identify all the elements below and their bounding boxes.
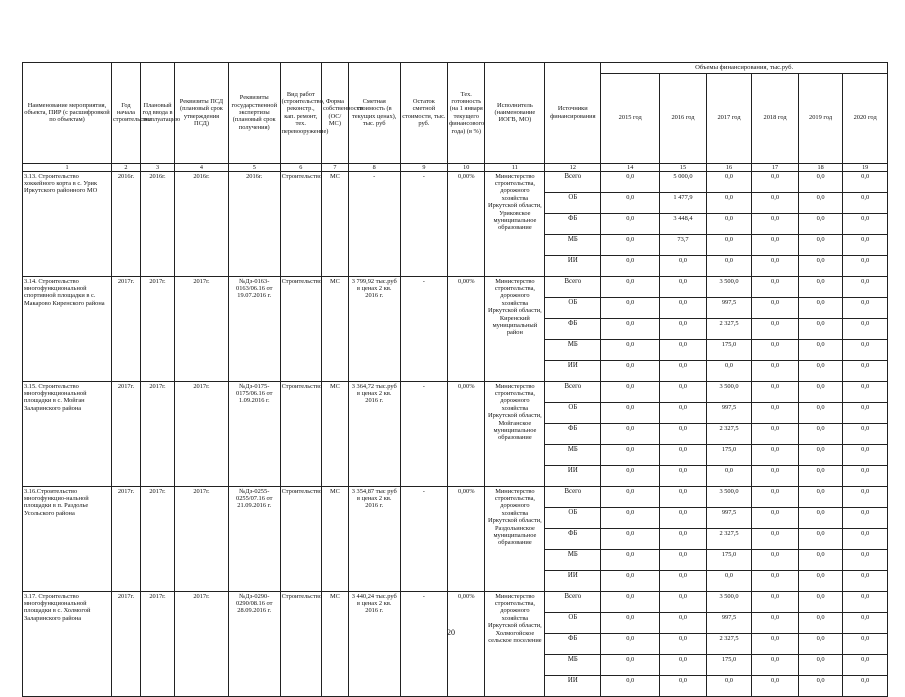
funding-value: 0,0 [752,234,799,255]
object-name: 3.16.Строительство многофункцио-нальной площадки в п. Раздолье Усольского района [23,486,112,591]
funding-value: 997,5 [706,402,752,423]
funding-value: 0,0 [752,612,799,633]
object-row [23,591,888,612]
start-year: 2017г. [111,591,140,696]
funding-source: ФБ [545,423,601,444]
plan-year: 2017г. [140,486,174,591]
funding-value: 0,0 [798,423,842,444]
plan-year: 2017г. [140,591,174,696]
funding-value: 0,0 [706,360,752,381]
funding-value: 0,0 [752,402,799,423]
funding-value: 0,0 [660,465,707,486]
funding-value: 0,0 [601,528,660,549]
column-number: 18 [798,163,842,171]
column-number: 3 [140,163,174,171]
funding-value: 0,0 [752,360,799,381]
funding-value: 0,0 [660,528,707,549]
funding-value: 0,0 [798,675,842,696]
funding-value: 0,0 [843,381,888,402]
funding-value: 0,0 [706,465,752,486]
header-year: 2015 год [601,73,660,163]
psd-details: 2017г. [175,591,229,696]
funding-value: 0,0 [601,465,660,486]
funding-value: 175,0 [706,654,752,675]
header-year: 2019 год [798,73,842,163]
column-number: 19 [843,163,888,171]
funding-value: 0,0 [752,591,799,612]
funding-value: 0,0 [601,486,660,507]
object-name: 3.14. Строительство многофункциональной спортивной площадки в с. Макарово Киренского района [23,276,112,381]
object-row [23,276,888,297]
funding-value: 997,5 [706,297,752,318]
column-number: 7 [321,163,348,171]
funding-value: 0,0 [843,486,888,507]
executor: Министерство строительства, дорожного хозяйства Иркутской области, Киренский муниципальный район [485,276,545,381]
funding-value: 0,0 [843,276,888,297]
funding-value: 175,0 [706,444,752,465]
header-work-type: Вид работ (строительство, реконстр., кап. ремонт, тех. перевооружение) [280,63,321,164]
funding-value: 0,0 [798,633,842,654]
expertise-details: №Дз-0255-0255/07.16 от 21.09.2016 г. [228,486,280,591]
funding-value: 997,5 [706,612,752,633]
readiness: 0,00% [448,171,485,276]
funding-value: 0,0 [798,612,842,633]
funding-value: 0,0 [752,633,799,654]
funding-source: ОБ [545,297,601,318]
column-number: 4 [175,163,229,171]
funding-value: 0,0 [660,339,707,360]
remaining-cost: - [400,276,448,381]
expertise-details: 2016г. [228,171,280,276]
funding-value: 0,0 [601,234,660,255]
funding-value: 0,0 [706,255,752,276]
readiness: 0,00% [448,381,485,486]
readiness: 0,00% [448,276,485,381]
funding-value: 0,0 [843,444,888,465]
column-number: 17 [752,163,799,171]
expertise-details: №Дз-0163-0163/06.16 от 19.07.2016 г. [228,276,280,381]
funding-value: 0,0 [798,549,842,570]
funding-value: 0,0 [752,570,799,591]
funding-value: 0,0 [843,402,888,423]
page-number: 20 [447,628,455,637]
work-type: Строительство [280,381,321,486]
funding-value: 0,0 [843,633,888,654]
funding-source: Всего [545,171,601,192]
funding-value: 0,0 [752,675,799,696]
start-year: 2017г. [111,381,140,486]
funding-value: 0,0 [601,171,660,192]
remaining-cost: - [400,171,448,276]
funding-value: 0,0 [798,591,842,612]
column-number: 14 [601,163,660,171]
object-row [23,171,888,192]
funding-value: 0,0 [601,507,660,528]
table-header [23,63,888,172]
column-number: 5 [228,163,280,171]
funding-value: 0,0 [601,549,660,570]
plan-year: 2017г. [140,276,174,381]
header-financing: Объемы финансирования, тыс.руб. [601,63,888,74]
funding-value: 0,0 [706,192,752,213]
column-number: 1 [23,163,112,171]
work-type: Строительство [280,171,321,276]
column-number: 11 [485,163,545,171]
ownership: МС [321,591,348,696]
expertise-details: №Дз-0290-0290/08.16 от 28.09.2016 г. [228,591,280,696]
remaining-cost: - [400,486,448,591]
expertise-details: №Дз-0175-0175/06.16 от 1.09.2016 г. [228,381,280,486]
funding-value: 0,0 [660,507,707,528]
funding-value: 0,0 [843,465,888,486]
funding-source: Всего [545,591,601,612]
remaining-cost: - [400,591,448,696]
funding-value: 0,0 [752,381,799,402]
column-number: 12 [545,163,601,171]
work-type: Строительство [280,486,321,591]
funding-source: ИИ [545,570,601,591]
funding-value: 0,0 [660,570,707,591]
funding-value: 0,0 [752,255,799,276]
funding-value: 0,0 [660,675,707,696]
ownership: МС [321,276,348,381]
funding-value: 0,0 [843,297,888,318]
funding-value: 0,0 [660,423,707,444]
estimated-cost: 3 354,87 тыс руб в ценах 2 кв. 2016 г. [348,486,400,591]
funding-value: 0,0 [660,591,707,612]
funding-value: 0,0 [752,654,799,675]
header-plan-year: Плановый год ввода в эксплуатацию [140,63,174,164]
start-year: 2017г. [111,276,140,381]
header-year: 2017 год [706,73,752,163]
funding-value: 0,0 [843,612,888,633]
executor: Министерство строительства, дорожного хозяйства Иркутской области, Холмогойское сельское поселение [485,591,545,696]
funding-source: ИИ [545,465,601,486]
funding-source: ИИ [545,360,601,381]
funding-value: 0,0 [601,381,660,402]
column-number: 6 [280,163,321,171]
funding-value: 0,0 [752,276,799,297]
funding-value: 0,0 [752,192,799,213]
psd-details: 2017г. [175,276,229,381]
column-number: 16 [706,163,752,171]
funding-source: МБ [545,234,601,255]
funding-value: 0,0 [601,654,660,675]
funding-value: 0,0 [843,570,888,591]
funding-value: 0,0 [660,318,707,339]
funding-source: МБ [545,549,601,570]
header-year: 2016 год [660,73,707,163]
funding-value: 0,0 [601,612,660,633]
funding-value: 0,0 [843,654,888,675]
funding-value: 0,0 [798,276,842,297]
funding-value: 0,0 [798,213,842,234]
table-body [23,171,888,696]
start-year: 2017г. [111,486,140,591]
funding-value: 0,0 [843,423,888,444]
funding-source: ОБ [545,192,601,213]
funding-source: ИИ [545,255,601,276]
funding-value: 0,0 [660,360,707,381]
funding-value: 0,0 [843,549,888,570]
estimated-cost: - [348,171,400,276]
column-numbers-row [23,163,888,171]
funding-value: 0,0 [601,360,660,381]
ownership: МС [321,486,348,591]
ownership: МС [321,171,348,276]
funding-value: 0,0 [798,528,842,549]
ownership: МС [321,381,348,486]
funding-source: Всего [545,276,601,297]
funding-value: 0,0 [752,318,799,339]
funding-value: 0,0 [601,318,660,339]
funding-value: 0,0 [752,486,799,507]
column-number: 8 [348,163,400,171]
funding-value: 0,0 [601,675,660,696]
psd-details: 2017г. [175,486,229,591]
funding-value: 175,0 [706,339,752,360]
funding-value: 0,0 [843,528,888,549]
funding-value: 0,0 [752,213,799,234]
funding-value: 3 448,4 [660,213,707,234]
funding-value: 0,0 [843,192,888,213]
column-number: 2 [111,163,140,171]
funding-value: 0,0 [660,486,707,507]
funding-value: 2 327,5 [706,633,752,654]
funding-value: 0,0 [752,444,799,465]
funding-value: 0,0 [843,360,888,381]
plan-year: 2017г. [140,381,174,486]
funding-value: 0,0 [601,192,660,213]
funding-source: ФБ [545,318,601,339]
funding-value: 0,0 [601,255,660,276]
funding-value: 0,0 [798,339,842,360]
funding-value: 0,0 [843,213,888,234]
funding-value: 0,0 [798,234,842,255]
funding-value: 0,0 [843,339,888,360]
funding-value: 73,7 [660,234,707,255]
funding-value: 0,0 [798,570,842,591]
header-expertise: Реквизиты государственной экспертизы (плановый срок получения) [228,63,280,164]
funding-value: 0,0 [843,255,888,276]
funding-value: 0,0 [798,654,842,675]
funding-value: 0,0 [843,591,888,612]
funding-value: 0,0 [752,507,799,528]
column-number: 15 [660,163,707,171]
funding-value: 0,0 [601,423,660,444]
funding-value: 0,0 [798,486,842,507]
funding-source: ОБ [545,507,601,528]
funding-value: 5 000,0 [660,171,707,192]
header-executor: Исполнитель (наименование ИОГВ, МО) [485,63,545,164]
funding-value: 0,0 [798,381,842,402]
executor: Министерство строительства, дорожного хозяйства Иркутской области, Уриковское муниципальное образование [485,171,545,276]
funding-value: 0,0 [601,276,660,297]
funding-value: 175,0 [706,549,752,570]
object-name: 3.13. Строительство хоккейного корта в с. Урик Иркутского районного МО [23,171,112,276]
object-name: 3.17. Строительство многофункциональной площадки в с. Холмогой Заларинского района [23,591,112,696]
funding-value: 0,0 [752,423,799,444]
funding-value: 0,0 [752,171,799,192]
funding-value: 0,0 [798,192,842,213]
funding-value: 0,0 [601,444,660,465]
funding-value: 0,0 [798,318,842,339]
executor: Министерство строительства, дорожного хозяйства Иркутской области, Раздольинское муниципальное образование [485,486,545,591]
funding-value: 0,0 [798,402,842,423]
funding-value: 0,0 [798,360,842,381]
work-type: Строительство [280,591,321,696]
funding-value: 3 500,0 [706,486,752,507]
funding-value: 3 500,0 [706,381,752,402]
plan-year: 2016г. [140,171,174,276]
funding-value: 0,0 [798,507,842,528]
funding-value: 0,0 [706,234,752,255]
funding-source: ОБ [545,612,601,633]
funding-value: 0,0 [752,339,799,360]
funding-value: 2 327,5 [706,423,752,444]
funding-value: 0,0 [706,171,752,192]
funding-value: 0,0 [706,570,752,591]
funding-value: 0,0 [752,297,799,318]
funding-source: МБ [545,654,601,675]
funding-value: 3 500,0 [706,591,752,612]
column-number: 9 [400,163,448,171]
funding-source: ФБ [545,528,601,549]
funding-value: 997,5 [706,507,752,528]
funding-value: 0,0 [752,528,799,549]
funding-source: Всего [545,486,601,507]
funding-value: 0,0 [752,465,799,486]
readiness: 0,00% [448,591,485,696]
estimated-cost: 3 440,24 тыс.руб в ценах 2 кв. 2016 г. [348,591,400,696]
funding-value: 0,0 [843,171,888,192]
header-ownership: Форма собственности (ОС/МС) [321,63,348,164]
funding-value: 0,0 [660,255,707,276]
funding-value: 0,0 [798,297,842,318]
funding-value: 0,0 [601,213,660,234]
header-remaining: Остаток сметной стоимости, тыс. руб. [400,63,448,164]
funding-source: ОБ [545,402,601,423]
header-psd: Реквизиты ПСД (плановый срок утверждения ПСД) [175,63,229,164]
funding-value: 0,0 [798,465,842,486]
header-start-year: Год начала строительства [111,63,140,164]
funding-value: 0,0 [843,507,888,528]
column-number: 10 [448,163,485,171]
funding-source: ИИ [545,675,601,696]
header-name: Наименование мероприятия, объекта, ПИР (с расшифровкой по объектам) [23,63,112,164]
funding-source: ФБ [545,633,601,654]
funding-value: 0,0 [660,297,707,318]
object-row [23,381,888,402]
funding-value: 0,0 [706,213,752,234]
funding-value: 2 327,5 [706,528,752,549]
financing-table [22,62,888,697]
funding-value: 2 327,5 [706,318,752,339]
funding-value: 0,0 [660,549,707,570]
psd-details: 2017г. [175,381,229,486]
funding-value: 0,0 [601,633,660,654]
funding-value: 0,0 [798,444,842,465]
object-name: 3.15. Строительство многофункциональной площадки в с. Мойган Заларинского района [23,381,112,486]
header-year: 2020 год [843,73,888,163]
estimated-cost: 3 364,72 тыс.руб в ценах 2 кв. 2016 г. [348,381,400,486]
funding-value: 0,0 [798,171,842,192]
funding-value: 0,0 [601,297,660,318]
header-year: 2018 год [752,73,799,163]
funding-value: 0,0 [601,570,660,591]
funding-value: 3 500,0 [706,276,752,297]
funding-value: 0,0 [660,444,707,465]
funding-value: 0,0 [752,549,799,570]
header-readiness: Тех. готовность (на 1 января текущего финансового года) (в %) [448,63,485,164]
funding-value: 0,0 [660,612,707,633]
funding-value: 0,0 [660,276,707,297]
funding-source: МБ [545,339,601,360]
funding-value: 0,0 [660,654,707,675]
object-row [23,486,888,507]
start-year: 2016г. [111,171,140,276]
estimated-cost: 3 799,92 тыс.руб в ценах 2 кв. 2016 г. [348,276,400,381]
funding-value: 0,0 [601,402,660,423]
funding-source: Всего [545,381,601,402]
funding-value: 0,0 [843,675,888,696]
header-sources: Источники финансирования [545,63,601,164]
funding-value: 0,0 [660,402,707,423]
funding-value: 0,0 [660,381,707,402]
psd-details: 2016г. [175,171,229,276]
funding-value: 0,0 [798,255,842,276]
funding-value: 1 477,9 [660,192,707,213]
funding-source: МБ [545,444,601,465]
funding-value: 0,0 [660,633,707,654]
work-type: Строительство [280,276,321,381]
executor: Министерство строительства, дорожного хозяйства Иркутской области, Мойганское муниципальное образование [485,381,545,486]
funding-value: 0,0 [706,675,752,696]
funding-value: 0,0 [601,591,660,612]
funding-value: 0,0 [843,234,888,255]
funding-value: 0,0 [843,318,888,339]
funding-value: 0,0 [601,339,660,360]
readiness: 0,00% [448,486,485,591]
funding-source: ФБ [545,213,601,234]
header-cost: Сметная стоимость (в текущих ценах), тыс. руб [348,63,400,164]
remaining-cost: - [400,381,448,486]
